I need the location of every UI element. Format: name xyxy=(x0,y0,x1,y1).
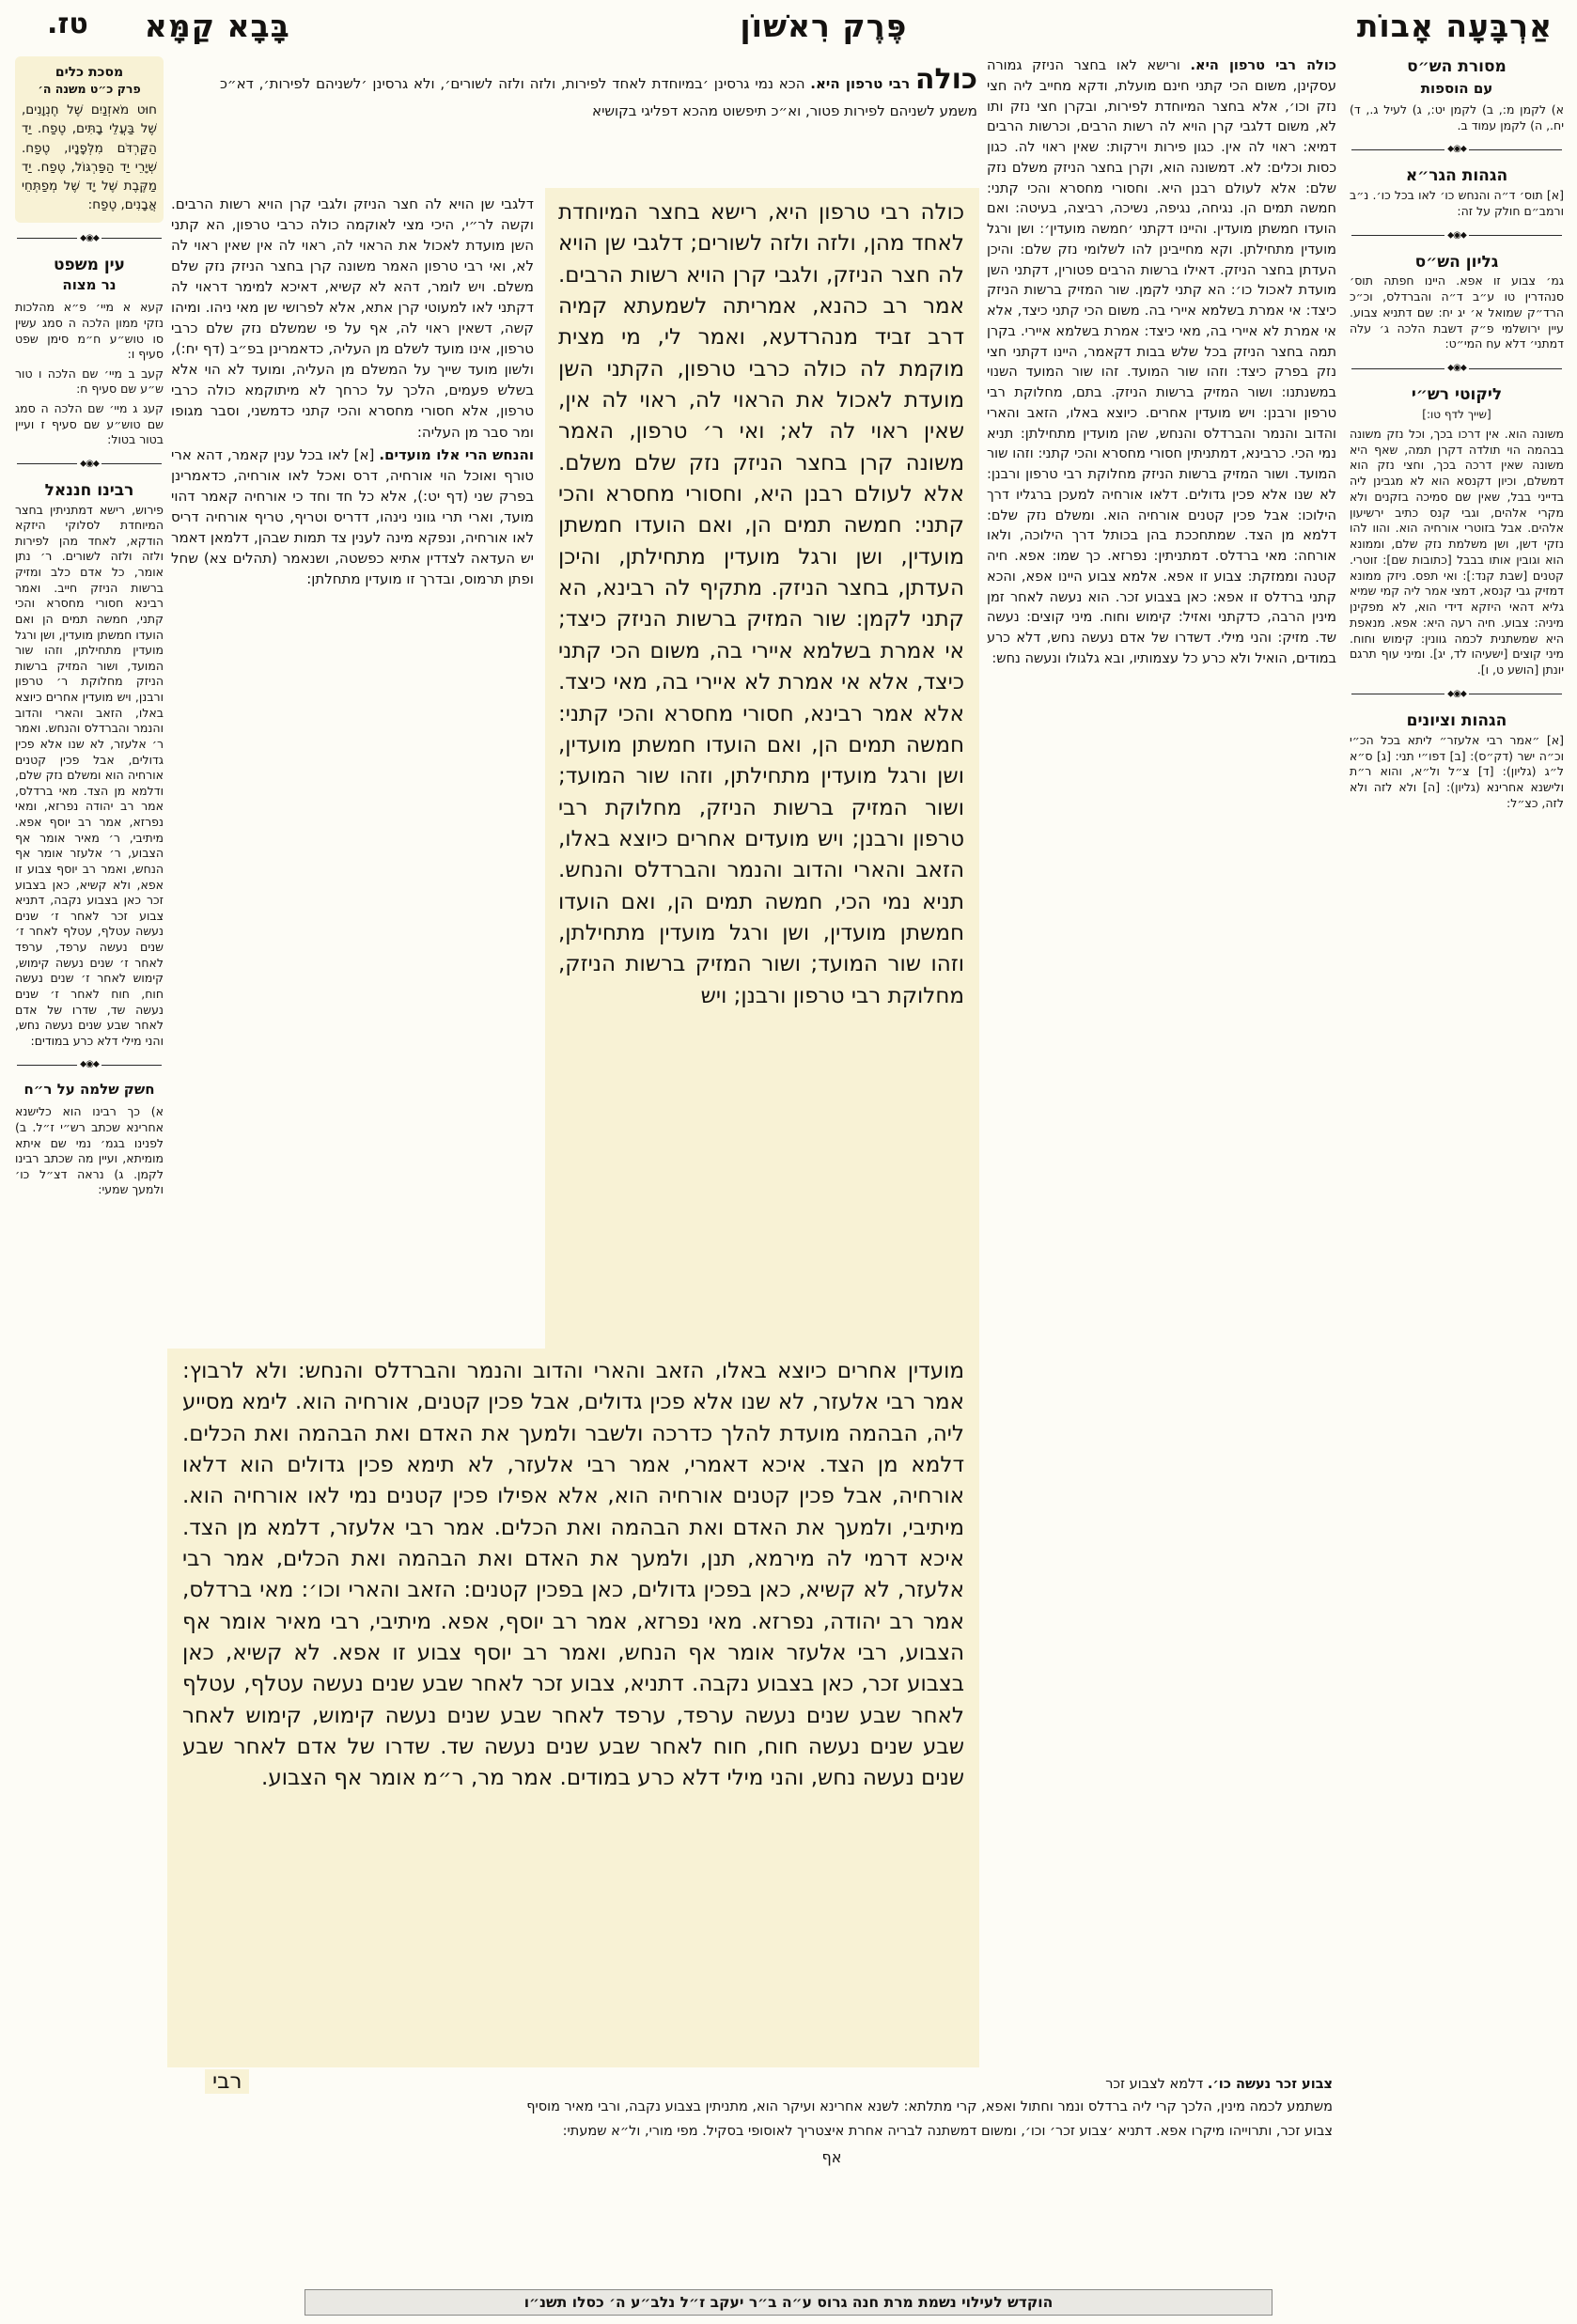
bottom-band-line0 xyxy=(167,2067,1346,2094)
likutei-rashi-text: משונה הוא. אין דרכו בכך, וכל נזק משונה בבהמה הוי תולדה דקרן תמה, שאף היא משונה שאין דרכה בכך, וחצי נזק הוא דמשלם, וכיון דקנסא הוא לא מגבינן ליה בדייני בבל, שאין שם סמיכה בזקנים ולא מקרי אלהים, וגבי קנס כתיב ירשיעון אלהים. אבל בזוטרי אורחיה הוא. והוו להו נזקי דשן, ושן משלמת נזק שלם, וממונא הוא וגובין אותו בבבל [כתובות שם]: זוטרי. קטנים [שבת קנד:]: ואי תפס. ניזק ממונא דמזיק גבי קנסא, דמצי אמר ליה קמי שמיא גליא דהאי היזקא דידי הוא, לא מפקינן מיניה: צבוע. חיה רעה היא: אפא. מנאפת היא שמשתנית לכמה גוונין: קימוש וחוח. מיני קוצים [ישעיהו לד, יג]. ומיני עוף תרגם יונתן [הושע ט, ו]. xyxy=(1350,426,1564,678)
chashek-shlomo-text: א) כך רבינו הוא כלישנא אחרינא שכתב רש״י ז״ל. ב) לפנינו בגמ׳ נמי שם איתא מומיתא, ועיין מה שכתב רבינו לקמן. ג) נראה דצ״ל כו׳ ולמעך שמעי: xyxy=(15,1104,164,1197)
header-masechet: בָּבָא קַמָּא xyxy=(144,8,290,44)
main-content xyxy=(0,55,1577,2281)
ein-mishpat-entry: קעג ג מיי׳ שם הלכה ה סמג שם טוש״ע שם סעיף ז ועיין בטור בטול: xyxy=(15,401,164,447)
right-margin-column xyxy=(1346,55,1571,2281)
likutei-rashi-subtitle: [שייך לדף טו:] xyxy=(1422,407,1491,421)
hagahot-gra-text: [א] תוס׳ ד״ה והנחש כו׳ לאו בכל כו׳. נ״ב ורמב״ם חולק על זה: xyxy=(1350,188,1564,218)
mishnah-box-text: חוּט מֹאזְנַיִם שֶׁל חֶנְוָנִים, שֶׁל בַּעֲלֵי בָתִּים, טֶפַח. יַד הַקַּרְדֹּם מִלְּפָנָיו, טֶפַח. שְׁיָרֵי יַד הַפַּרְגּוֹל, טֶפַח. יַד מַקֶּבֶת שֶׁל יָד שֶׁל מְפַתְּחֵי אֲבָנִים, טֶפַח: xyxy=(22,102,157,213)
left-margin-column xyxy=(9,55,167,2281)
bottom-rashi-text0: דלמא לצבוע זכר xyxy=(1105,2077,1204,2092)
rashi-commentary xyxy=(979,55,1346,2067)
rashi-dibur-hamatchil: כולה רבי טרפון היא. xyxy=(1190,58,1337,73)
header-chapter-name: אַרְבָּעָה אָבוֹת xyxy=(1356,8,1553,44)
center-area xyxy=(167,55,1346,2281)
dedication-strip: הוקדש לעילוי נשמת מרת חנה גרוס ע״ה ב״ר יעקב ז״ל נלב״ע ה׳ כסלו תשנ״ו xyxy=(304,2289,1273,2316)
daf-number: טז. xyxy=(47,8,88,40)
ein-mishpat-title: עין משפט xyxy=(53,255,125,274)
gemara-text-wide: מועדין אחרים כיוצא באלו, הזאב והארי והדוב והנמר והברדלס והנחש: ולא לרבוץ: אמר רבי אלעזר, לא שנו אלא פכין גדולים, אבל פכין קטנים, אורחיה הוא. לימא מסייע ליה, הבהמה מועדת להלך כדרכה ולשבר ולמעך את האדם ואת הבהמה ואת הכלים. דלמא מן הצד. איכא דאמרי, אמר רבי אלעזר, לא תימא פכין גדולים הוא דלאו אורחיה, אבל פכין קטנים אורחיה הוא, אלא אפילו פכין קטנים נמי לאו אורחיה הוא. מיתיבי, ולמעך את האדם ואת הבהמה ואת הכלים. אמר רבי אלעזר, דלמא מן הצד. איכא דרמי לה מירמא, תנן, ולמעך את האדם ואת הבהמה ואת הכלים, אמר רבי אלעזר, לא קשיא, כאן בפכין גדולים, כאן בפכין קטנים: הזאב והארי וכו׳: מאי ברדלס, אמר רב יהודה, נפרזא. מאי נפרזא, אמר רב יוסף, אפא. מיתיבי, רבי מאיר אומר אף הצבוע, רבי אלעזר אומר אף הנחש, ואמר רב יוסף צבוע זו אפא. לא קשיא, כאן בצבוע זכר, כאן בצבוע נקבה. דתניא, צבוע זכר לאחר שבע שנים נעשה עטלף, עטלף לאחר שבע שנים נעשה ערפד, ערפד לאחר שבע שנים נעשה קימוש, קימוש לאחר שבע שנים נעשה חוח, חוח לאחר שבע שנים נעשה שד. שדרו של אדם לאחר שבע שנים נעשה נחש, והני מילי דלא כרע במודים. אמר מר, ר״מ אומר אף הצבוע. xyxy=(167,1349,979,2067)
section-divider-ornament: ⬥◉⬥ xyxy=(17,1060,162,1069)
hagahot-tziyunim-text: [א] ״אמר רבי אלעזר״ ליתא בכל הכ״י וכ״ה ישר (דק״ס): [ב] דפו״י תני: [ג] ס״א ל״ג (גליון): [ד] צ״ל ול״א, והוא ר״ת ולישנא אחרינא (גליון): [ה] ולא לזה ולא לזה, כצ״ל: xyxy=(1350,732,1564,810)
bottom-rashi-line1: משתמע לכמה מינין, הלכך קרי ליה ברדלס ונמר וחתול ואפא, קרי מתלתא: לשנא אחרינא ועיקר הוא, מתניתין בצבוע נקבה, ורבי מאיר מוסיף xyxy=(526,2099,1333,2114)
tosafot-column-text-2: [א] לאו בכל ענין קאמר, דהא ארי טורף ואוכל הוי אורחיה, דרס ואכל לאו אורחיה, כדאמרינן בפרק שני (דף יט:), אלא כל חד וחד כי אורחיה קאמר דהוי מועד, וארי תרי גווני נינהו, דדריס וטריף, טריף אורחיה דריס לאו אורחיה, ונפקא מינה לענין צד תמות שבהן, דלמאן דאמר יש העדאה לצדדין אתיא כפשטה, ושנאמר (תהלים צא) שחל ופתן תרמוס, ובדרך זו מועדין מתחלתן: xyxy=(171,445,534,587)
tosafot-top-wide xyxy=(167,55,979,188)
gemara-text-narrow: כולה רבי טרפון היא, רישא בחצר המיוחדת לאחד מהן, ולזה ולזה לשורים; דלגבי שן הויא לה חצר הניזק, ולגבי קרן הויא רשות הרבים. אמר רב כהנא, אמריתה לשמעתא קמיה דרב זביד מנהרדעא, ואמר לי, מי מצית מוקמת לה כולה כרבי טרפון, הקתני השן מועדת לאכול את הראוי לה, ראוי לה אין, שאין ראוי לה לא; ואי ר׳ טרפון, האמר משונה קרן בחצר הניזק נזק שלם משלם. אלא לעולם רבנן היא, וחסורי מחסרא והכי קתני: חמשה תמים הן, ואם הועדו חמשתן מועדין, ושן ורגל מועדין מתחילתן, והיכן העדתן, בחצר הניזק. מתקיף לה רבינא, הא קתני לקמן: שור המזיק ברשות הניזק כיצד; אי אמרת בשלמא איירי בה, משום הכי קתני כיצד, אלא אי אמרת לא איירי בה, מאי כיצד. אלא אמר רבינא, חסורי מחסרא והכי קתני: חמשה תמים הן, ואם הועדו חמשתן מועדין, ושן ורגל מועדין מתחילתן, וזהו שור המועד; ושור המזיק ברשות הניזק, מחלוקת רבי טרפון ורבנן; ויש מועדים אחרים כיוצא באלו, הזאב והארי והדוב והנמר והברדלס והנחש. תניא נמי הכי, חמשה תמים הן, ואם הועדו חמשתן מועדין, ושן ורגל מועדין מתחילתן, וזהו שור המועד; ושור המזיק ברשות הניזק, מחלוקת רבי טרפון ורבנן; ויש xyxy=(545,188,979,1349)
tosafot-dibur-hamatchil: רבי טרפון היא. xyxy=(810,75,911,92)
tosafot-top-text: הכא נמי גרסינן ׳במיוחדת לאחד לפירות, ולזה ולזה לשורים׳, ולא גרסינן ׳לשניהם לפירות׳, דא״כ משמע לשניהם לפירות פטור, וא״כ תיפשוט מהכא דפליגי בקושיא xyxy=(220,75,977,119)
tosafot-dibur-hamatchil-2: והנחש הרי אלו מועדים. xyxy=(379,445,534,463)
rashi-text: ורישא לאו בחצר הניזק גמורה עסקינן, משום הכי קתני חינם מועלת, ודקא מחייב ליה חצי נזק וכו׳, אלא בחצר המיוחדת לפירות, ובקרן חצי נזק ותו לא, משום דלגבי קרן הויא לה רשות הרבים, וכרשות הרבים דמיא: ראוי לה אין. כגון פירות וירקות: שאין ראוי לה. כגון כסות וכלים: לא. דמשונה הוא, וקרן בחצר הניזק משלם נזק שלם: אלא לעולם רבנן היא. וחסורי מחסרא והכי קתני: חמשה תמים הן. נגיחה, נגיפה, נשיכה, רביצה, בעיטה: ואם הועדו חמשתן מועדין. והיינו דקתני ׳חמשה מועדין׳: ושן ורגל מועדין מתחילתן. וקא מחייבינן להו לשלומי נזק שלם: והיכן העדתן בחצר הניזק. דאילו ברשות הרבים פטורין, דקתני השן מועדת לאכול כו׳: הא קתני לקמן. שור המזיק ברשות הניזק כיצד: אי אמרת בשלמא איירי בה. משום הכי קתני כיצד, אלא אי אמרת לא איירי בה, מאי כיצד: אמרת בשלמא איירי. בקרן תמה בחצר הניזק בכל שלש בבות דקאמר, היינו דקתני חצי נזק בפרק כיצד: וזהו שור המועד. זהו שור המועד השנוי במשנתנו: ושור המזיק ברשות הניזק. בתם, מחלוקת רבי טרפון ורבנן: ויש מועדין אחרים. כיוצא באלו, הזאב והארי והדוב והנמר והברדלס והנחש, שהן מועדין מתחילתן: תניא נמי הכי. כרבינא, דמתניתין חסורי מחסרא והכי קתני: וזהו שור המועד. ושור המזיק ברשות הניזק מחלוקת רבי טרפון ורבנן: לא שנו אלא פכין גדולים. דלאו אורחיה למעכן ברגליו דרך הילוכו: אבל פכין קטנים אורחיה הוא. ומשלם נזק שלם: דלמא מן הצד. שמתחככת בהן בכותל דרך הילוכה, ולאו אורחה: מאי ברדלס. דמתניתין: נפרזא. כך שמו: אפא. חיה קטנה וממזקת: צבוע זו אפא. אלמא צבוע היינו אפא, והכא קתני ברדלס זו אפא: כאן בצבוע זכר. הוא נעשה לאחר זמן מינין הרבה, כדקתני ואזיל: קימוש וחוח. מיני קוצים: נעשה שד. מזיק: והני מילי. דשדרו של אדם נעשה נחש, דלא כרע במודים, הואיל ולא כרע כל עצמותיו, ובא גלגולו ונעשה נחש: xyxy=(987,58,1336,666)
catchword: אף xyxy=(821,2147,842,2166)
bottom-rashi-line2: צבוע זכר, ותרוייהו מיקרו אפא. דתניא ׳צבוע זכר׳ וכו׳, ומשום דמשתנה לבריה אחרת איצטריך לאוסופי בסקיל. מפי מורי, ול״א שמעתי: xyxy=(562,2123,1333,2139)
tosafot-paragraph xyxy=(171,194,534,443)
bottom-rashi-dibur: צבוע זכר נעשה כו׳. xyxy=(1207,2077,1333,2092)
section-divider-ornament: ⬥◉⬥ xyxy=(1351,231,1562,241)
likutei-rashi-title: ליקוטי רש״י xyxy=(1411,385,1503,405)
hagahot-tziyunim-title: הגהות וציונים xyxy=(1406,710,1507,730)
masoret-title: מסורת הש״ס xyxy=(1407,57,1507,76)
gilyon-hashas-text: גמ׳ צבוע זו אפא. היינו חפתה תוס׳ סנהדרין טו ע״ב ד״ה והברדלס, וכ״כ הרד״ק שמואל א׳ יג יח: שם דתניא צבוע. עיין ירושלמי פ״ק דשבת הלכה ג׳ עלה דמתני׳ דלא עח המי״ט: xyxy=(1350,273,1564,351)
mishnah-box-subtitle: פרק כ״ט משנה ה׳ xyxy=(38,81,141,96)
section-divider-ornament: ⬥◉⬥ xyxy=(1351,690,1562,699)
rabbeinu-chananel-title: רבינו חננאל xyxy=(44,480,134,500)
ein-mishpat-entry: קעא א מיי׳ פ״א מהלכות נזקי ממון הלכה ה סמג עשין סו טוש״ע ח״מ סימן שפט סעיף ו: xyxy=(15,300,164,362)
tosafot-paragraph xyxy=(171,445,534,589)
section-divider-ornament: ⬥◉⬥ xyxy=(1351,364,1562,373)
page-footer xyxy=(0,2281,1577,2324)
hagahot-gra-title: הגהות הגר״א xyxy=(1405,166,1508,186)
section-divider-ornament: ⬥◉⬥ xyxy=(1351,145,1562,154)
ein-mishpat-subtitle: נר מצוה xyxy=(62,276,117,294)
gemara-last-word: רבי xyxy=(205,2069,249,2094)
header-perek: פֶּרֶק רִאשׁוֹן xyxy=(740,8,908,44)
bottom-rashi-fragment xyxy=(1105,2077,1333,2092)
tosafot-column xyxy=(167,188,545,1349)
section-divider-ornament: ⬥◉⬥ xyxy=(17,460,162,469)
chashek-shlomo-title: חשק שלמה על ר״ח xyxy=(23,1081,155,1099)
gemara-tosafot-block xyxy=(167,55,979,2067)
section-divider-ornament: ⬥◉⬥ xyxy=(17,234,162,243)
gilyon-hashas-title: גליון הש״ס xyxy=(1414,252,1499,272)
tosafot-column-text: דלגבי שן הויא לה חצר הניזק ולגבי קרן הויא רשות הרבים. וקשה לר״י, היכי מצי לאוקמה כולה כרבי טרפון, הא קתני השן מועדת לאכול את הראוי לה, ראוי לה אין שאין ראוי לה לא, ואי רבי טרפון האמר משונה קרן בחצר הניזק נזק שלם משלם. ויש לומר, דהא לא קשיא, דאיכא למימר דראוי לה דקתני לאו למעוטי קרן אתא, אלא לפרושי שן מאי ניהו. ומיהו קשה, דשאין ראוי לה, אף על פי שמשלם נזק שלם כרבי טרפון, אינו מועד לשלם מן העליה, כדאמרינן בפ״ב (דף יח:), ולשון מועד שייך על המשלם מן העליה, ומועד לא הוי אלא בשלש פעמים, הלכך על כרחך לא מיתוקמא כולה כרבי טרפון, אלא חסורי מחסרא והכי קתני כדמשני, וסבר מגופו ומר סבר מן העליה: xyxy=(171,195,534,441)
masoret-subtitle: עם הוספות xyxy=(1420,79,1493,97)
masoret-text: א) לקמן מ:, ב) לקמן יט:, ג) לעיל ג., ד) יח., ה) לקמן עמוד ב. xyxy=(1350,101,1564,133)
ein-mishpat-entry: קעב ב מיי׳ שם הלכה ו טור ש״ע שם סעיף ח: xyxy=(15,366,164,397)
mishnah-box-title: מסכת כלים xyxy=(55,65,124,80)
page-header xyxy=(0,0,1577,55)
rabbeinu-chananel-text: פירוש, רישא דמתניתין בחצר המיוחדת לסלוקי היזקא הודקא, לאחד מהן לפירות ולזה ולזה לשורים. ר׳ נתן אומר, כל אדם כלב ומזיק ברשות הניזק חייב. ואמר רבינא חסורי מחסרא והכי קתני, חמשה תמים הן ואם הועדו חמשתן מועדין, ושן ורגל מועדין מתחילתן, וזהו שור המועד, ושור המזיק ברשות הניזק מחלוקת ר׳ טרפון ורבנן, ויש מועדין אחרים כיוצא באלו, הזאב והארי והדוב והנמר והברדלס והנחש. ואמר ר׳ אלעזר, לא שנו אלא פכין גדולים, אבל פכין קטנים אורחיה הוא ומשלם נזק שלם, ודלמא מן הצד. מאי ברדלס, אמר רב יהודה נפרזא, ומאי נפרזא, אמר רב יוסף אפא. מיתיבי, ר׳ מאיר אומר אף הצבוע, ר׳ אלעזר אומר אף הנחש, ואמר רב יוסף צבוע זו אפא, ולא קשיא, כאן בצבוע זכר כאן בצבוע נקבה, דתניא צבוע זכר לאחר ז׳ שנים נעשה עטלף, עטלף לאחר ז׳ שנים נעשה ערפד, ערפד לאחר ז׳ שנים נעשה קימוש, קימוש לאחר ז׳ שנים נעשה חוח, חוח לאחר ז׳ שנים נעשה שד, שדרו של אדם לאחר שבע שנים נעשה נחש, והני מילי דלא כרע במודים: xyxy=(15,502,164,1048)
mishnah-box xyxy=(15,56,164,223)
tosafot-initial-word: כולה xyxy=(914,63,977,96)
